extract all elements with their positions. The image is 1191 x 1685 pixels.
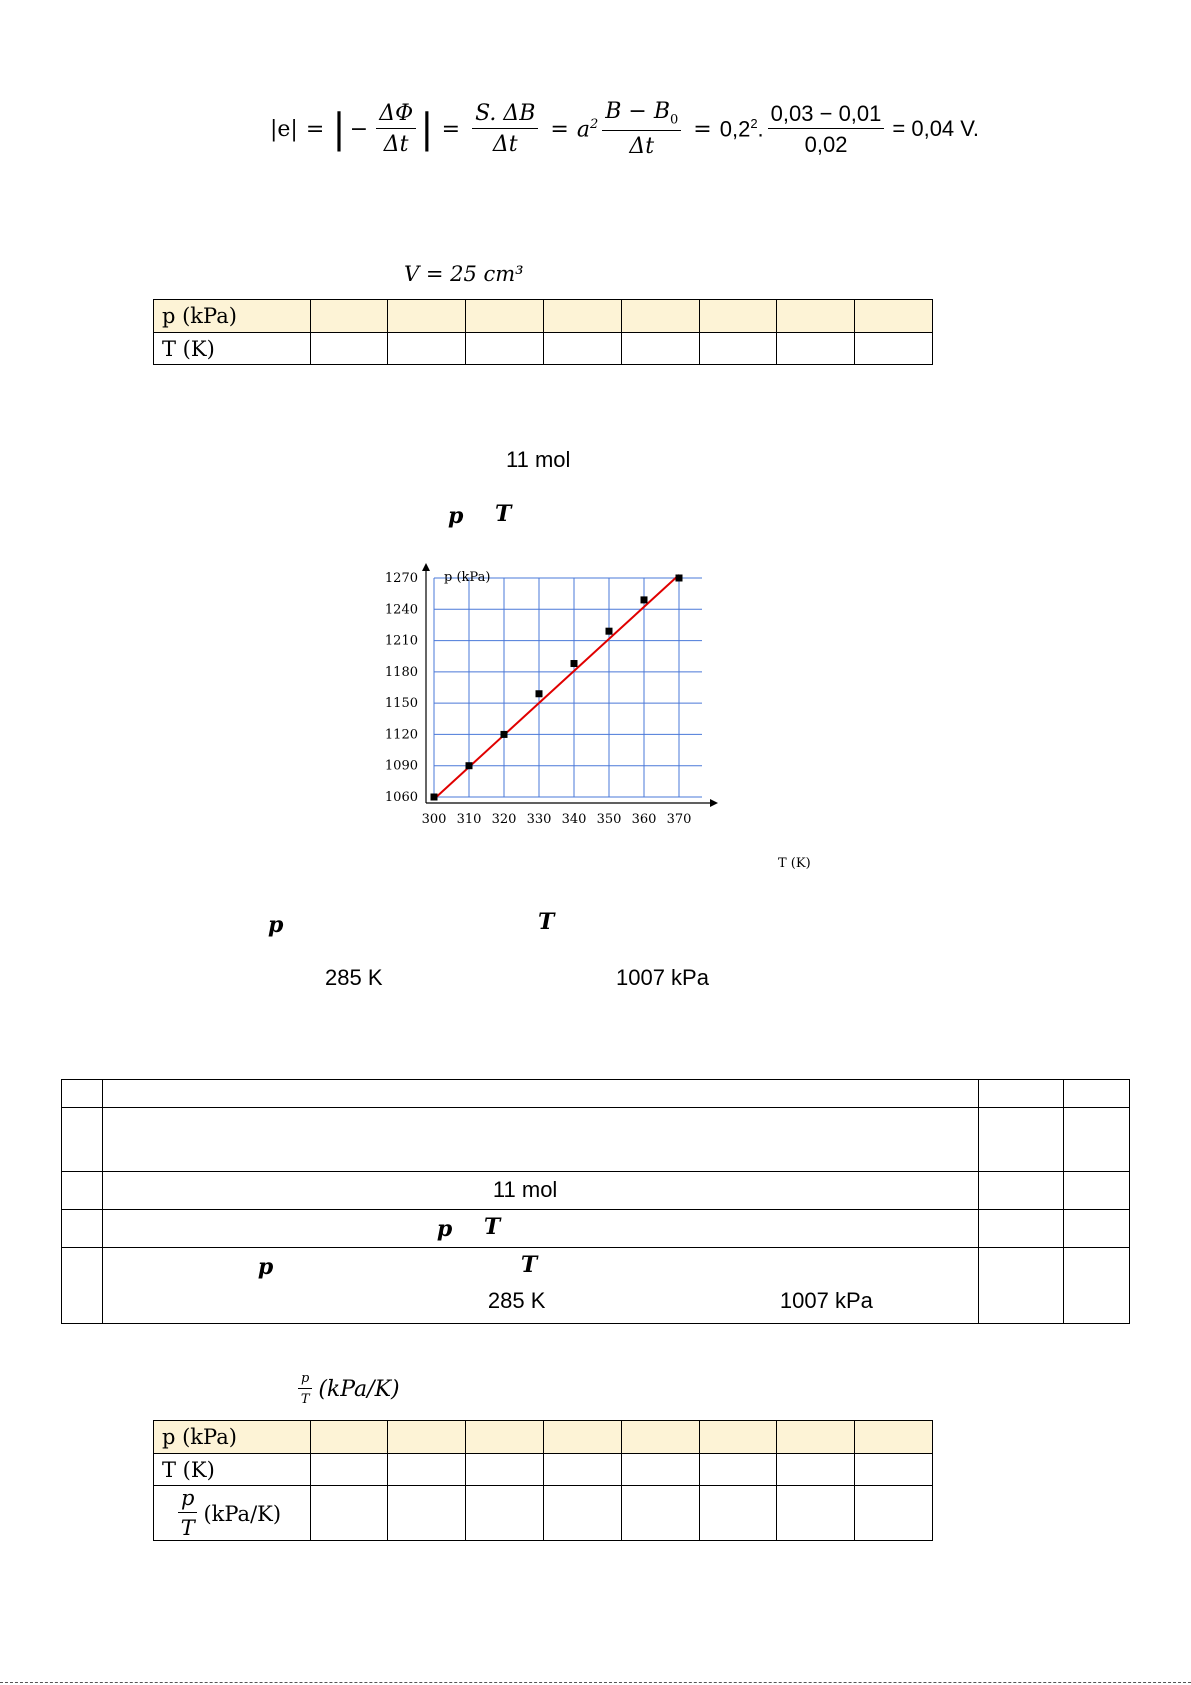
y-tick-label: 1210 bbox=[384, 633, 418, 649]
value-02-squared: $0,2^2$. bbox=[719, 116, 764, 142]
y-tick-label: 1090 bbox=[384, 758, 418, 774]
y-axis-arrow bbox=[422, 563, 430, 571]
abs-bar-left: | bbox=[332, 106, 346, 153]
dphi-dt-fraction bbox=[376, 102, 416, 157]
minus-sign: − bbox=[349, 116, 369, 142]
s-db: S. ΔB bbox=[472, 102, 538, 129]
x-tick-label: 320 bbox=[491, 812, 517, 827]
x-axis-label: T (K) bbox=[778, 856, 811, 871]
sdb-dt-fraction bbox=[472, 102, 538, 157]
ratio-num: p bbox=[298, 1372, 312, 1389]
table2-p-2: p bbox=[257, 1254, 274, 1280]
ratio-unit: (kPa/K) bbox=[318, 1377, 400, 1403]
numeric-numerator: 0,03 − 0,01 bbox=[768, 102, 885, 129]
table3-T-label: T (K) bbox=[154, 1454, 311, 1486]
table3-ratio-label: $\frac{p}{T}$ (kPa/K) bbox=[154, 1486, 311, 1541]
ratio-label bbox=[298, 1372, 400, 1408]
numeric-denominator: 0,02 bbox=[804, 131, 848, 157]
table1-p-label: p (kPa) bbox=[154, 300, 311, 333]
data-point bbox=[466, 762, 473, 769]
data-point bbox=[501, 731, 508, 738]
data-point bbox=[431, 794, 438, 801]
table3-p-label: p (kPa) bbox=[154, 1421, 311, 1454]
y-tick-label: 1150 bbox=[384, 696, 418, 712]
T-symbol: T bbox=[495, 501, 512, 527]
T-symbol-2: T bbox=[538, 909, 555, 935]
p-symbol-2: p bbox=[268, 912, 284, 938]
p-T-chart bbox=[384, 565, 820, 895]
y-tick-label: 1120 bbox=[384, 727, 418, 743]
dt: Δt bbox=[629, 133, 655, 159]
x-axis-arrow bbox=[710, 799, 718, 807]
formula-result: = 0,04 V. bbox=[892, 116, 980, 142]
x-tick-label: 340 bbox=[561, 812, 587, 827]
equals: = bbox=[305, 116, 325, 142]
table2-T-2: T bbox=[520, 1252, 538, 1278]
p-symbol: p bbox=[448, 503, 464, 529]
x-tick-label: 300 bbox=[421, 812, 447, 827]
dt: Δt bbox=[492, 131, 518, 157]
x-tick-label: 330 bbox=[526, 812, 552, 827]
emf-formula bbox=[270, 100, 979, 159]
ratio-den: T bbox=[300, 1392, 310, 1408]
table2-1007: 1007 kPa bbox=[779, 1288, 873, 1313]
table1-T-label: T (K) bbox=[154, 333, 311, 365]
x-tick-labels bbox=[422, 812, 692, 827]
table2-T: T bbox=[483, 1214, 501, 1240]
numeric-fraction bbox=[768, 102, 885, 157]
moles-text: 11 mol bbox=[506, 447, 571, 472]
dt: Δt bbox=[383, 131, 409, 157]
b-minus-b0: B − B bbox=[605, 99, 670, 124]
data-point bbox=[536, 690, 543, 697]
table2-285: 285 K bbox=[487, 1288, 546, 1313]
data-point bbox=[571, 660, 578, 667]
y-axis-label: p (kPa) bbox=[444, 570, 491, 585]
abs-bar-right: | bbox=[420, 106, 434, 153]
x-tick-label: 310 bbox=[456, 812, 482, 827]
table2-moles: 11 mol bbox=[492, 1177, 558, 1202]
dphi: ΔΦ bbox=[376, 102, 416, 129]
abs-e: |e| bbox=[270, 116, 298, 142]
bb0-dt-fraction: $\frac{B - B_0}{\Delta t}$ bbox=[602, 100, 681, 159]
data-table-1 bbox=[153, 299, 933, 365]
scoring-table bbox=[61, 1079, 1130, 1324]
equals: = bbox=[550, 116, 569, 142]
pressure-1007: 1007 kPa bbox=[616, 965, 709, 990]
a-squared: $a^2$ bbox=[576, 116, 599, 143]
page-footer-line bbox=[0, 1682, 1191, 1683]
y-tick-label: 1240 bbox=[384, 602, 418, 618]
data-point bbox=[676, 575, 683, 582]
x-tick-label: 350 bbox=[596, 812, 622, 827]
x-tick-label: 370 bbox=[666, 812, 692, 827]
data-point bbox=[641, 596, 648, 603]
y-tick-label: 1270 bbox=[384, 571, 418, 586]
data-table-2 bbox=[153, 1420, 933, 1541]
table2-p: p bbox=[436, 1216, 453, 1242]
data-point bbox=[606, 628, 613, 635]
temperature-285: 285 K bbox=[325, 965, 383, 990]
equals: = bbox=[693, 116, 712, 142]
y-tick-label: 1060 bbox=[384, 790, 418, 805]
equals: = bbox=[441, 116, 461, 142]
y-tick-label: 1180 bbox=[384, 664, 418, 680]
chart-grid bbox=[434, 578, 702, 797]
volume-label: V = 25 cm³ bbox=[404, 262, 524, 286]
x-tick-label: 360 bbox=[631, 812, 657, 827]
y-tick-labels bbox=[385, 571, 418, 805]
